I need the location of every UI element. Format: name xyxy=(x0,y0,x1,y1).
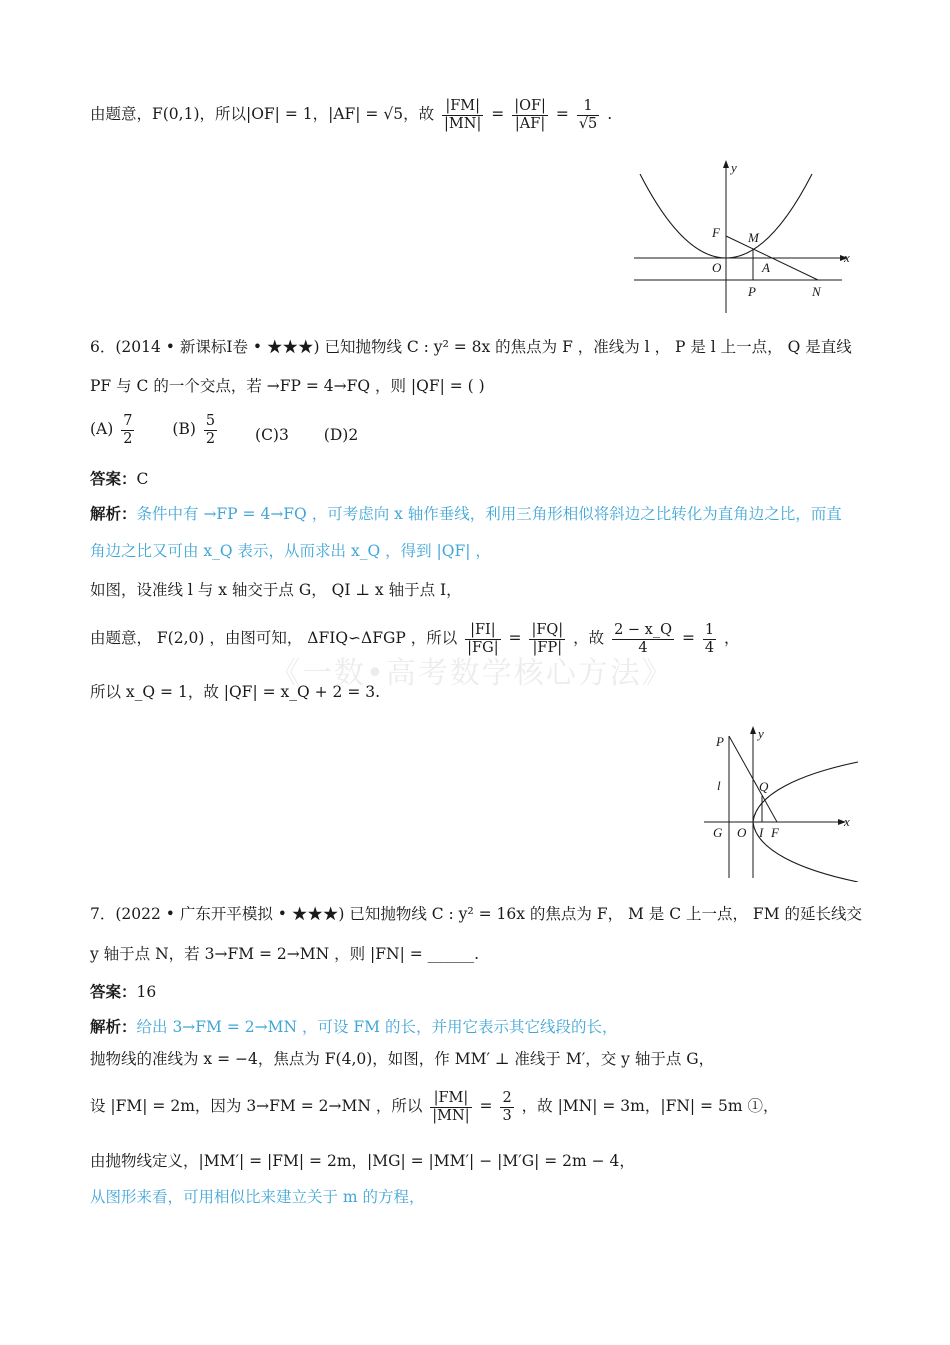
problem7-answer: 答案：16 xyxy=(90,982,157,1001)
fraction-of-af: $\frac{|OF|}{|AF|}$ xyxy=(514,98,546,132)
problem6-result: 所以 x_Q = 1，故 |QF| = x_Q + 2 = 3. xyxy=(90,683,381,701)
option-a[interactable]: (A) $\frac{7}{2}$ xyxy=(90,413,133,447)
problem7-stem-2: y 轴于点 N，若 3→FM = 2→MN ，则 |FN| = ______. xyxy=(90,945,480,963)
figure-parabola-1 xyxy=(630,158,860,318)
problem7-definition: 由抛物线定义，|MM′| = |FM| = 2m，|MG| = |MM′| − |M′G| = 2m − 4， xyxy=(90,1152,635,1170)
label-g: G xyxy=(713,825,723,840)
problem6-options xyxy=(90,413,864,447)
parabola-upper xyxy=(753,762,858,822)
label-n: N xyxy=(812,284,821,299)
problem6-figure-setup: 如图，设准线 l 与 x 轴交于点 G， QI ⊥ x 轴于点 I， xyxy=(90,581,462,599)
label-x: x xyxy=(844,814,850,829)
option-c[interactable]: (C)3 xyxy=(255,426,289,445)
problem7-set: 设 |FM| = 2m，因为 3→FM = 2→MN ，所以 $\frac{|FM|}{|MN|}$ = $\frac{2}{3}$ ，故 |MN| = 3m，|FN| = 5m ①， xyxy=(90,1090,779,1124)
fraction-1-sqrt5: $\frac{1}{√5}$ xyxy=(578,98,598,132)
label-q: Q xyxy=(759,779,769,794)
label-p: P xyxy=(748,284,756,299)
label-o: O xyxy=(712,260,722,275)
problem6-stem-1: 6．(2014 • 新课标Ⅰ卷 • ★★★) 已知抛物线 C : y² = 8x 的焦点为 F ，准线为 l ， P 是 l 上一点， Q 是直线 xyxy=(90,338,852,356)
problem6-analysis-2: 角边之比又可由 x_Q 表示，从而求出 x_Q ，得到 |QF| ， xyxy=(90,542,491,560)
label-y: y xyxy=(731,160,737,175)
y-arrow-icon xyxy=(750,726,756,734)
option-d[interactable]: (D)2 xyxy=(323,426,359,445)
problem6-similar: 由题意， F(2,0) ，由图可知， ΔFIQ∽ΔFGP ，所以 $\frac{|FI|}{|FG|}$ = $\frac{|FQ|}{|FP|}$ ，故 $\frac{2 - x\_Q}{4}$ = $\frac{1}{4}$ ， xyxy=(90,622,740,656)
label-a: A xyxy=(762,260,770,275)
y-arrow-icon xyxy=(723,160,729,168)
problem7-analysis-1: 解析：给出 3→FM = 2→MN ，可设 FM 的长，并用它表示其它线段的长， xyxy=(90,1017,618,1036)
problem7-directrix: 抛物线的准线为 x = −4，焦点为 F(4,0)，如图，作 MM′ ⊥ 准线于 M′，交 y 轴于点 G， xyxy=(90,1050,715,1068)
label-x: x xyxy=(844,250,850,265)
label-f: F xyxy=(712,225,720,240)
option-b[interactable]: (B) $\frac{5}{2}$ xyxy=(172,413,216,447)
parabola-lower xyxy=(753,822,858,882)
label-f: F xyxy=(771,825,779,840)
section5-conclusion: 由题意，F(0,1)，所以|OF| = 1，|AF| = √5，故 $\frac{|FM|}{|MN|}$ = $\frac{|OF|}{|AF|}$ = $\frac{1}{√5}$ . xyxy=(90,98,613,132)
label-p: P xyxy=(716,734,724,749)
label-l: l xyxy=(717,778,721,793)
problem7-final-hint: 从图形来看，可用相似比来建立关于 m 的方程， xyxy=(90,1188,425,1206)
label-i: I xyxy=(759,825,764,840)
label-m: M xyxy=(748,230,759,245)
problem6-analysis-1: 解析：条件中有 →FP = 4→FQ ，可考虑向 x 轴作垂线，利用三角形相似将斜边之比转化为直角边之比，而直 xyxy=(90,504,842,523)
section5-sentence: 由题意，F(0,1)，所以|OF| = 1，|AF| = √5，故 xyxy=(90,105,435,124)
problem7-stem-1: 7．(2022 • 广东开平模拟 • ★★★) 已知抛物线 C : y² = 16x 的焦点为 F， M 是 C 上一点， FM 的延长线交 xyxy=(90,905,862,923)
fraction-fm-mn: $\frac{|FM|}{|MN|}$ xyxy=(444,98,482,132)
label-y: y xyxy=(758,726,764,741)
problem6-stem-2: PF 与 C 的一个交点，若 →FP = 4→FQ ，则 |QF| = ( ) xyxy=(90,377,485,395)
problem6-answer: 答案：C xyxy=(90,469,149,488)
watermark: 《一数•高考数学核心方法》 xyxy=(270,656,674,691)
label-o: O xyxy=(737,825,747,840)
figure-parabola-2 xyxy=(700,722,860,882)
